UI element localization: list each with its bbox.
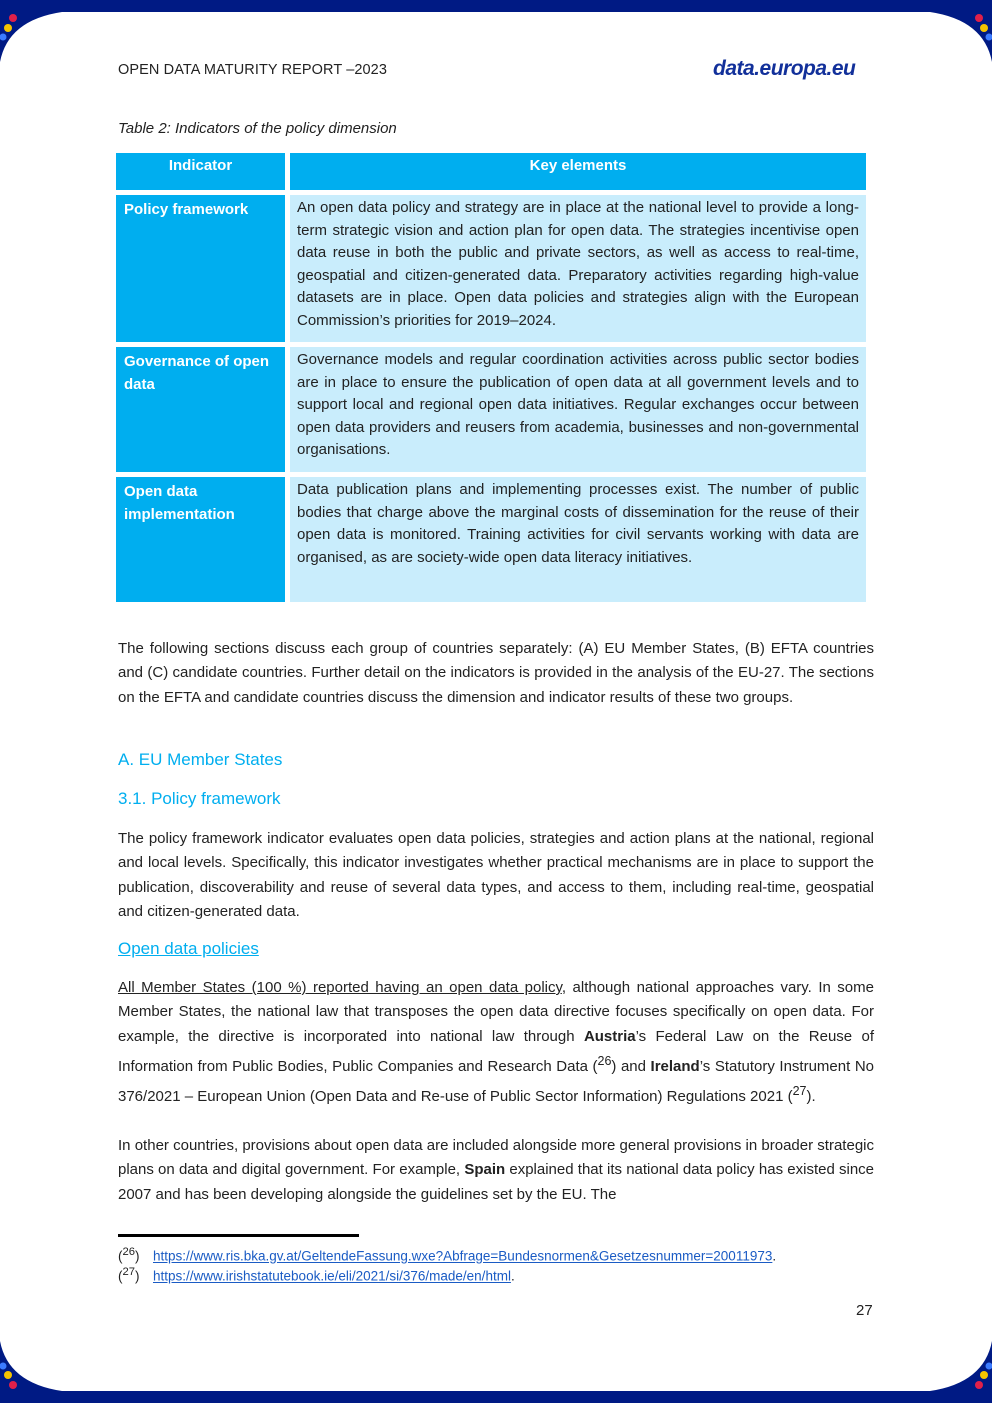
- key-elements-cell: An open data policy and strategy are in place at the national level to provide a long-term strategic vision and action plan for open data. The strategies incentivise open data reuse in both the public and private sectors, as well as access to real-time, geospatial and citizen-generated data. Preparatory activities regarding high-value datasets are in place. Open data policies and strategies align with the European Commission’s priorities for 2019–2024.: [290, 195, 866, 342]
- column-header: Key elements: [290, 153, 866, 190]
- footnote-number: 27: [122, 1266, 136, 1278]
- footnote-ref[interactable]: 27: [792, 1084, 807, 1099]
- text: ) and: [611, 1057, 651, 1075]
- column-header: Indicator: [116, 153, 285, 190]
- page-number: 27: [856, 1302, 873, 1319]
- paragraph: The policy framework indicator evaluates open data policies, strategies and action plans at the national, regional and local levels. Specifically, this indicator investigates whether practical mechanisms are in place to support the publication, discoverability and reuse of several data types, and access to them, including real-time, geospatial and citizen-generated data.: [118, 830, 874, 920]
- footnote-number: 26: [122, 1246, 136, 1258]
- text: In other countries, provisions about open data are included alongside more general provisions in broader strategic plans on data and digital government. For example,: [118, 1137, 874, 1179]
- table-row: [116, 477, 866, 602]
- table-row: [116, 195, 866, 342]
- paragraph: The following sections discuss each group of countries separately: (A) EU Member States, (B) EFTA countries and (C) candidate countries. Further detail on the indicators is provided in the analysis of the EU-27. The sections on the EFTA and candidate countries discuss the dimension and indicator results of these two groups.: [118, 640, 874, 706]
- footnote: ($^{27}$) https://www.irishstatutebook.ie/eli/2021/si/376/made/en/html.: [118, 1266, 515, 1284]
- bold-text: Austria: [583, 1027, 636, 1045]
- section-heading: 3.1. Policy framework: [118, 789, 281, 808]
- indicator-cell: Governance of open data: [116, 347, 285, 472]
- table-caption: Table 2: Indicators of the policy dimension: [118, 120, 397, 137]
- corner-decoration-icon: [0, 10, 62, 72]
- footnote-link[interactable]: https://www.ris.bka.gv.at/GeltendeFassung.wxe?Abfrage=Bundesnormen&Gesetzesnummer=20011973: [153, 1248, 773, 1264]
- data-europa-logo: data.europa.eu: [713, 57, 856, 80]
- bottom-banner: [0, 1391, 992, 1403]
- footnote: ($^{26}$) https://www.ris.bka.gv.at/GeltendeFassung.wxe?Abfrage=Bundesnormen&Gesetzesnummer=20011973.: [118, 1246, 777, 1264]
- footnote-separator: [118, 1234, 359, 1237]
- key-elements-cell: Data publication plans and implementing processes exist. The number of public bodies that charge above the marginal costs of dissemination for the reuse of their open data is monitored. Training activities for civil servants working with data are organised, as are society-wide open data literacy initiatives.: [290, 477, 866, 602]
- bold-text: Ireland: [650, 1057, 700, 1075]
- indicator-cell: Policy framework: [116, 195, 285, 342]
- top-banner: [0, 0, 992, 12]
- text: ’s Federal Law on the Reuse of Information from Public Bodies, Public Companies and Research Data (: [118, 1027, 874, 1075]
- paragraph: [118, 1134, 874, 1207]
- report-title: OPEN DATA MATURITY REPORT –2023: [118, 62, 388, 78]
- text: ’s Statutory Instrument No 376/2021 – European Union (Open Data and Re-use of Public Sector Information) Regulations 2021 (: [118, 1057, 874, 1106]
- indicators-table: [111, 148, 871, 607]
- paragraph: [118, 976, 874, 1109]
- text: explained that its national data policy has existed since 2007 and has been developing alongside the guidelines set by the EU. The: [118, 1161, 875, 1203]
- underlined-text: All Member States (100 %) reported having an open data policy: [118, 979, 562, 996]
- table-row: [116, 347, 866, 472]
- footnote-link[interactable]: https://www.irishstatutebook.ie/eli/2021/si/376/made/en/html: [153, 1268, 511, 1284]
- subsection-heading-link[interactable]: Open data policies: [118, 939, 259, 958]
- text: , although national approaches vary. In some Member States, the national law that transposes the open data directive focuses specifically on open data. For example, the directive is incorporated into national law through: [118, 979, 874, 1045]
- key-elements-cell: Governance models and regular coordination activities across public sector bodies are in place to ensure the publication of open data at all government levels and to support local and regional open data initiatives. Regular exchanges occur between open data providers and reusers from academia, businesses and non-governmental organisations.: [290, 347, 866, 472]
- text: ).: [806, 1088, 816, 1106]
- corner-decoration-icon: [0, 1331, 62, 1393]
- footnote-ref[interactable]: 26: [597, 1053, 612, 1068]
- section-heading: A. EU Member States: [118, 750, 283, 769]
- corner-decoration-icon: [930, 10, 992, 72]
- bold-text: Spain: [464, 1161, 506, 1179]
- corner-decoration-icon: [930, 1331, 992, 1393]
- indicator-cell: Open data implementation: [116, 477, 285, 602]
